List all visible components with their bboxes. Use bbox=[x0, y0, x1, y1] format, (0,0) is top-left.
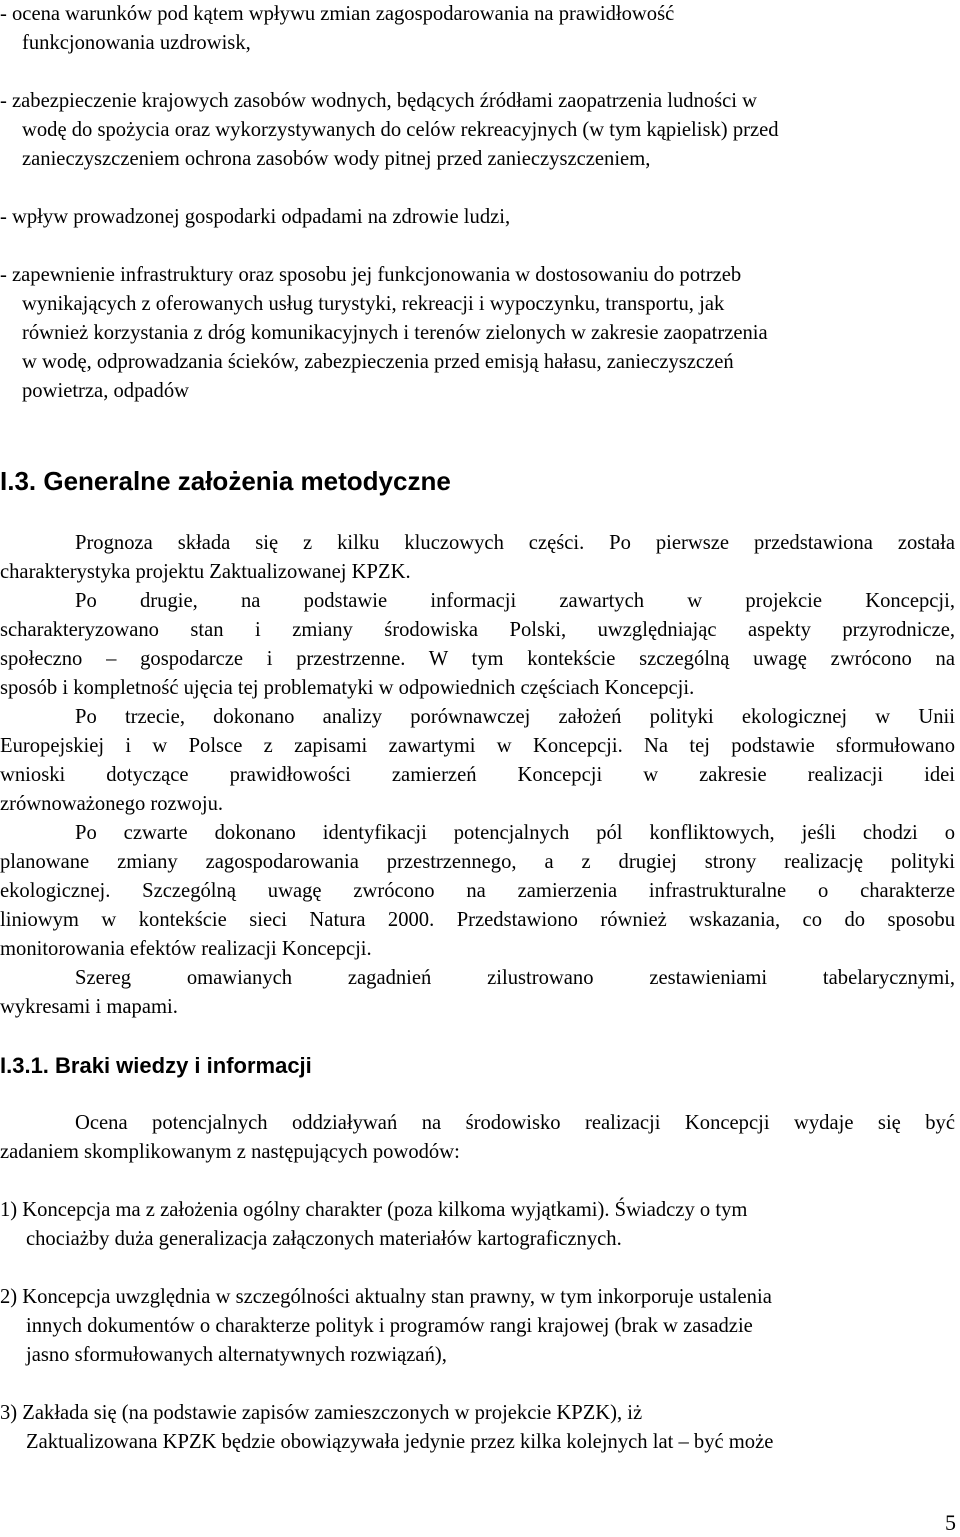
paragraph-line: Po czwarte dokonano identyfikacji potencjalnych pól konfliktowych, jeśli chodzi o bbox=[75, 822, 955, 844]
numbered-item-1-line-2: chociażby duża generalizacja załączonych materiałów kartograficznych. bbox=[26, 1228, 622, 1250]
intro-line: Ocena potencjalnych oddziaływań na środowisko realizacji Koncepcji wydaje się być bbox=[75, 1112, 955, 1134]
paragraph-line: monitorowania efektów realizacji Koncepcji. bbox=[0, 938, 372, 960]
paragraph-line: wykresami i mapami. bbox=[0, 996, 178, 1018]
paragraph-line: ekologicznej. Szczególną uwagę zwrócono na zamierzenia infrastrukturalne o charakterze bbox=[0, 880, 955, 902]
bullet-2-line-2: wodę do spożycia oraz wykorzystywanych do celów rekreacyjnych (w tym kąpielisk) przed bbox=[22, 119, 779, 141]
bullet-1-line-2: funkcjonowania uzdrowisk, bbox=[22, 32, 251, 54]
bullet-2-line-1: - zabezpieczenie krajowych zasobów wodnych, będących źródłami zaopatrzenia ludności w bbox=[0, 90, 758, 112]
numbered-item-3-line-1: 3) Zakłada się (na podstawie zapisów zamieszczonych w projekcie KPZK), iż bbox=[0, 1402, 643, 1424]
bullet-4-line-3: również korzystania z dróg komunikacyjnych i terenów zielonych w zakresie zaopatrzenia bbox=[22, 322, 768, 344]
paragraph-line: Europejskiej i w Polsce z zapisami zawartymi w Koncepcji. Na tej podstawie sformułowano bbox=[0, 735, 955, 757]
paragraph-line: charakterystyka projektu Zaktualizowanej KPZK. bbox=[0, 561, 411, 583]
bullet-2-line-3: zanieczyszczeniem ochrona zasobów wody pitnej przed zanieczyszczeniem, bbox=[22, 148, 651, 170]
intro-line: zadaniem skomplikowanym z następujących powodów: bbox=[0, 1141, 460, 1163]
paragraph-line: zrównoważonego rozwoju. bbox=[0, 793, 224, 815]
bullet-4-line-2: wynikających z oferowanych usług turystyki, rekreacji i wypoczynku, transportu, jak bbox=[22, 293, 725, 315]
paragraph-line: wnioski dotyczące prawidłowości zamierzeń Koncepcji w zakresie realizacji idei bbox=[0, 764, 955, 786]
section-heading-i31: I.3.1. Braki wiedzy i informacji bbox=[0, 1053, 312, 1078]
bullet-1-line-1: - ocena warunków pod kątem wpływu zmian zagospodarowania na prawidłowość bbox=[0, 3, 675, 25]
numbered-item-2-line-3: jasno sformułowanych alternatywnych rozwiązań), bbox=[26, 1344, 447, 1366]
bullet-3-line-1: - wpływ prowadzonej gospodarki odpadami na zdrowie ludzi, bbox=[0, 206, 511, 228]
paragraph-line: Po drugie, na podstawie informacji zawartych w projekcie Koncepcji, bbox=[75, 590, 955, 612]
paragraph-line: sposób i kompletność ujęcia tej problematyki w odpowiednich częściach Koncepcji. bbox=[0, 677, 695, 699]
numbered-item-3-line-2: Zaktualizowana KPZK będzie obowiązywała jedynie przez kilka kolejnych lat – być może bbox=[26, 1431, 774, 1453]
paragraph-line: Prognoza składa się z kilku kluczowych części. Po pierwsze przedstawiona została bbox=[75, 532, 955, 554]
paragraph-line: scharakteryzowano stan i zmiany środowiska Polski, uwzględniając aspekty przyrodnicze, bbox=[0, 619, 955, 641]
section-heading-i3: I.3. Generalne założenia metodyczne bbox=[0, 466, 451, 496]
numbered-item-2-line-1: 2) Koncepcja uwzględnia w szczególności aktualny stan prawny, w tym inkorporuje ustalenia bbox=[0, 1286, 772, 1308]
paragraph-line: społeczno – gospodarcze i przestrzenne. W tym kontekście szczególną uwagę zwrócono na bbox=[0, 648, 955, 670]
paragraph-line: Szereg omawianych zagadnień zilustrowano zestawieniami tabelarycznymi, bbox=[75, 967, 955, 989]
paragraph-line: planowane zmiany zagospodarowania przestrzennego, a z drugiej strony realizację polityki bbox=[0, 851, 955, 873]
bullet-4-line-4: w wodę, odprowadzania ścieków, zabezpieczenia przed emisją hałasu, zanieczyszczeń bbox=[22, 351, 734, 373]
bullet-4-line-5: powietrza, odpadów bbox=[22, 380, 189, 402]
paragraph-line: Po trzecie, dokonano analizy porównawczej założeń polityki ekologicznej w Unii bbox=[75, 706, 955, 728]
page-number: 5 bbox=[945, 1510, 956, 1535]
numbered-item-1-line-1: 1) Koncepcja ma z założenia ogólny charakter (poza kilkoma wyjątkami). Świadczy o tym bbox=[0, 1199, 748, 1221]
paragraph-line: liniowym w kontekście sieci Natura 2000. Przedstawiono również wskazania, co do sposobu bbox=[0, 909, 955, 931]
bullet-4-line-1: - zapewnienie infrastruktury oraz sposobu jej funkcjonowania w dostosowaniu do potrzeb bbox=[0, 264, 742, 286]
numbered-item-2-line-2: innych dokumentów o charakterze polityk i programów rangi krajowej (brak w zasadzie bbox=[26, 1315, 753, 1337]
